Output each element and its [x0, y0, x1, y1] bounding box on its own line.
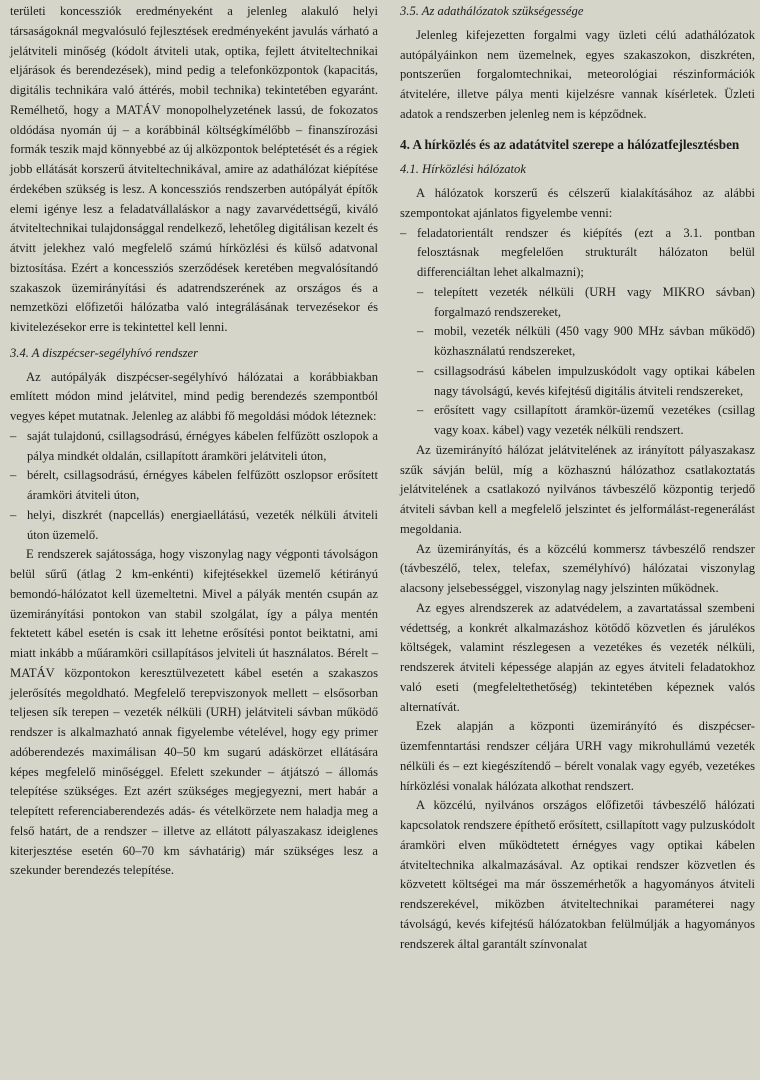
paragraph: területi koncessziók eredményeként a jelenleg alakuló helyi társaságoknál megvalósuló fejlesztések eredményeként javulás várható a jelátviteli minőség (kódolt átviteli utak, optika, fejlett átviteltechnikai eljárások és berendezések), mind pedig a telefonközpontok (kapacitás, digitális technikára való áttérés, mobil technika) tekintetében egyaránt. Remélhető, hogy a MATÁV monopolhelyzetének lassú, de fokozatos oldódása nyomán új – a korábbinál költségkímélőbb – finanszírozási formák teszik majd könnyebbé az új alközpontok beléptetését és a régiek jobb ellátását korszerű átviteltechnikával, amire az adathálózat kiépítése érdekében szükség is lesz. A koncessziós rendszerben autópályát építők elemi igénye lesz a feladatvállaláskor a nagy zavarvédettségű, kiváló átviteltechnikai tulajdonsággal rendelkező, lehetőleg digitálisan kezelt és átvitt jelekhez való megfelelő számú hírközlési és külső adatvonal biztosítása. Ezért a koncessziós szerződések keretében megvalósítandó szakaszok üzemirányítási és adatrendszerének az országos és a nemzetközi előfizetői hálózatba való integrálásának tervezésekor és kivitelezésekor erre is tekintettel kell lenni. — [10, 4, 378, 334]
network-types-sublist — [400, 283, 755, 441]
paragraph: A hálózatok korszerű és célszerű kialakításához az alábbi szempontokat ajánlatos figyelembe venni: — [400, 186, 755, 220]
network-aspects-list — [400, 224, 755, 283]
paragraph: Ezek alapján a központi üzemirányító és diszpécser-üzemfenntartási rendszer céljára URH vagy mikrohullámú vezeték nélküli és – ezt kiegészítendő – bérelt vonalak vagy egyéb, vezetékes hírközlési vonalak hálózata alkothat rendszert. — [400, 719, 755, 793]
section-heading-3-4: 3.4. A diszpécser-segélyhívó rendszer — [10, 345, 199, 360]
list-item: – telepített vezeték nélküli (URH vagy MIKRO sávban) forgalmazó rendszereket, — [400, 283, 755, 323]
left-column — [10, 2, 378, 881]
right-column — [400, 2, 755, 954]
list-item: – helyi, diszkrét (napcellás) energiaellátású, vezeték nélküli átviteli úton üzemelő. — [10, 506, 378, 546]
list-item: – mobil, vezeték nélküli (450 vagy 900 MHz sávban működő) közhasználatú rendszereket, — [400, 322, 755, 362]
paragraph: Az egyes alrendszerek az adatvédelem, a zavartatással szembeni védettség, a konkrét alkalmazáshoz kötődő közvetlen és járulékos költségek, valamint részlegesen a vezetékes és vezeték nélküli, rendszerek átviteli képessége alapján az egyes átviteli feladatokhoz való eseti (megfeleltethetőség) tekintetében képeznek valós alternatívát. — [400, 600, 755, 714]
list-item: – erősített vagy csillapított áramkör-üzemű vezetékes (csillag vagy koax. kábel) vagy vezeték nélküli rendszert. — [400, 401, 755, 441]
paragraph: Jelenleg kifejezetten forgalmi vagy üzleti célú adathálózatok autópályáinkon nem üzemelnek, egyes szakaszokon, diszkréten, pontszerűen forgalomtechnikai, meteorológiai részinformációk átvitelére, illetve pálya menti kijelzésre vannak kísérletek. Üzleti adatok a rendszerben jelenleg nem is képződnek. — [400, 27, 755, 121]
paragraph: A közcélú, nyilvános országos előfizetői távbeszélő hálózati kapcsolatok rendszere építhető erősített, csillapított vagy pulzuskódolt áramköri elven működtetett érnégyes vagy optikai kábelen átviteltechnika alkalmazásával. Az optikai rendszer közvetlen és közvetett költségei ma már összemérhetők a hagyományos átviteli rendszerekével, miközben átviteltechnikai paraméterei nagy távolságú, kevés kifejtésű hálózatokban felülmúlják a hagyományos rendszerek által garantált színvonalat — [400, 798, 755, 951]
paragraph: Az üzemirányítás, és a közcélú kommersz távbeszélő rendszer (távbeszélő, telex, telefax, személyhívó) hálózatai viszonylag alacsony jelsebességgel, viszonylag nagy jelszinten működnek. — [400, 541, 755, 595]
paragraph: Az üzemirányító hálózat jelátvitelének az irányított pályaszakasz szűk sávján belül, míg a közhasznú hálózathoz csatlakoztatás jelátvitelének a csatlakozó nyilvános távbeszélő központig terjedő átviteli sávban kell a megfelelő jelszintet és jelformálást-regenerálást megoldania. — [400, 442, 755, 536]
list-item: – csillagsodrású kábelen impulzuskódolt vagy optikai kábelen nagy távolságú, kevés kifejtésű digitális átviteli rendszereket, — [400, 362, 755, 402]
list-item: – feladatorientált rendszer és kiépítés (ezt a 3.1. pontban felosztásnak megfelelően strukturált hálózaton belül differenciáltan lehet alkalmazni); — [400, 224, 755, 283]
paragraph: Az autópályák diszpécser-segélyhívó hálózatai a korábbiakban említett módon mind jelátvitel, mind pedig berendezés szempontból vegyes képet mutatnak. Jelenleg az alábbi fő megoldási módok léteznek: — [10, 369, 378, 423]
section-heading-4: 4. A hírközlés és az adatátvitel szerepe a hálózatfejlesztésben — [400, 136, 740, 152]
dispatcher-solutions-list — [10, 427, 378, 546]
section-heading-4-1: 4.1. Hírközlési hálózatok — [400, 162, 526, 177]
section-heading-3-5: 3.5. Az adathálózatok szükségessége — [400, 4, 584, 18]
paragraph: E rendszerek sajátossága, hogy viszonylag nagy végponti távolságon belül sűrű (átlag 2 km-enkénti) kifejtésekkel üzemelő kétirányú bemondó-hálózatot kell üzemeltetni. Mivel a pályák mentén csupán az üzemirányítási pontokon van stabil szolgálat, így a pálya mentén fektetett kábel esetén is csak itt lehetne erősítési pontot beiktatni, ami miatt inkább a műáramköri csillapításos jelviteli út használatos. Bérelt – MATÁV központokon keresztülvezetett kábel esetén a szakaszos jelerősítés megoldható. Megfelelő terepviszonyok mellett – elsősorban teljesen sík terepen – vezeték nélküli (URH) jelátviteli sávban működő rendszer is alkalmazható annak figyelembe vételével, hogy egy primer adóberendezés maximálisan 40–50 km sugarú adáskörzet ellátására képes megfelelő minőséggel. Efelett szekunder – átjátszó – állomás telepítése szükséges. Ezt azért szükséges megjegyezni, mert habár a telepített referenciaberendezés adás- és vételkörzete nem haladja meg a felső határt, de a rendszer – illetve az ellátott pályaszakasz ideiglenes kiterjesztése esetén 60–70 km sávhatárig) már szükséges lesz a szekunder berendezés telepítése. — [10, 547, 378, 878]
list-item: – bérelt, csillagsodrású, érnégyes kábelen felfűzött oszlopsor erősített áramköri átviteli úton, — [10, 466, 378, 506]
list-item: – saját tulajdonú, csillagsodrású, érnégyes kábelen felfűzött oszlopok a pálya mindkét oldalán, csillapított áramköri jelátviteli úton, — [10, 427, 378, 467]
